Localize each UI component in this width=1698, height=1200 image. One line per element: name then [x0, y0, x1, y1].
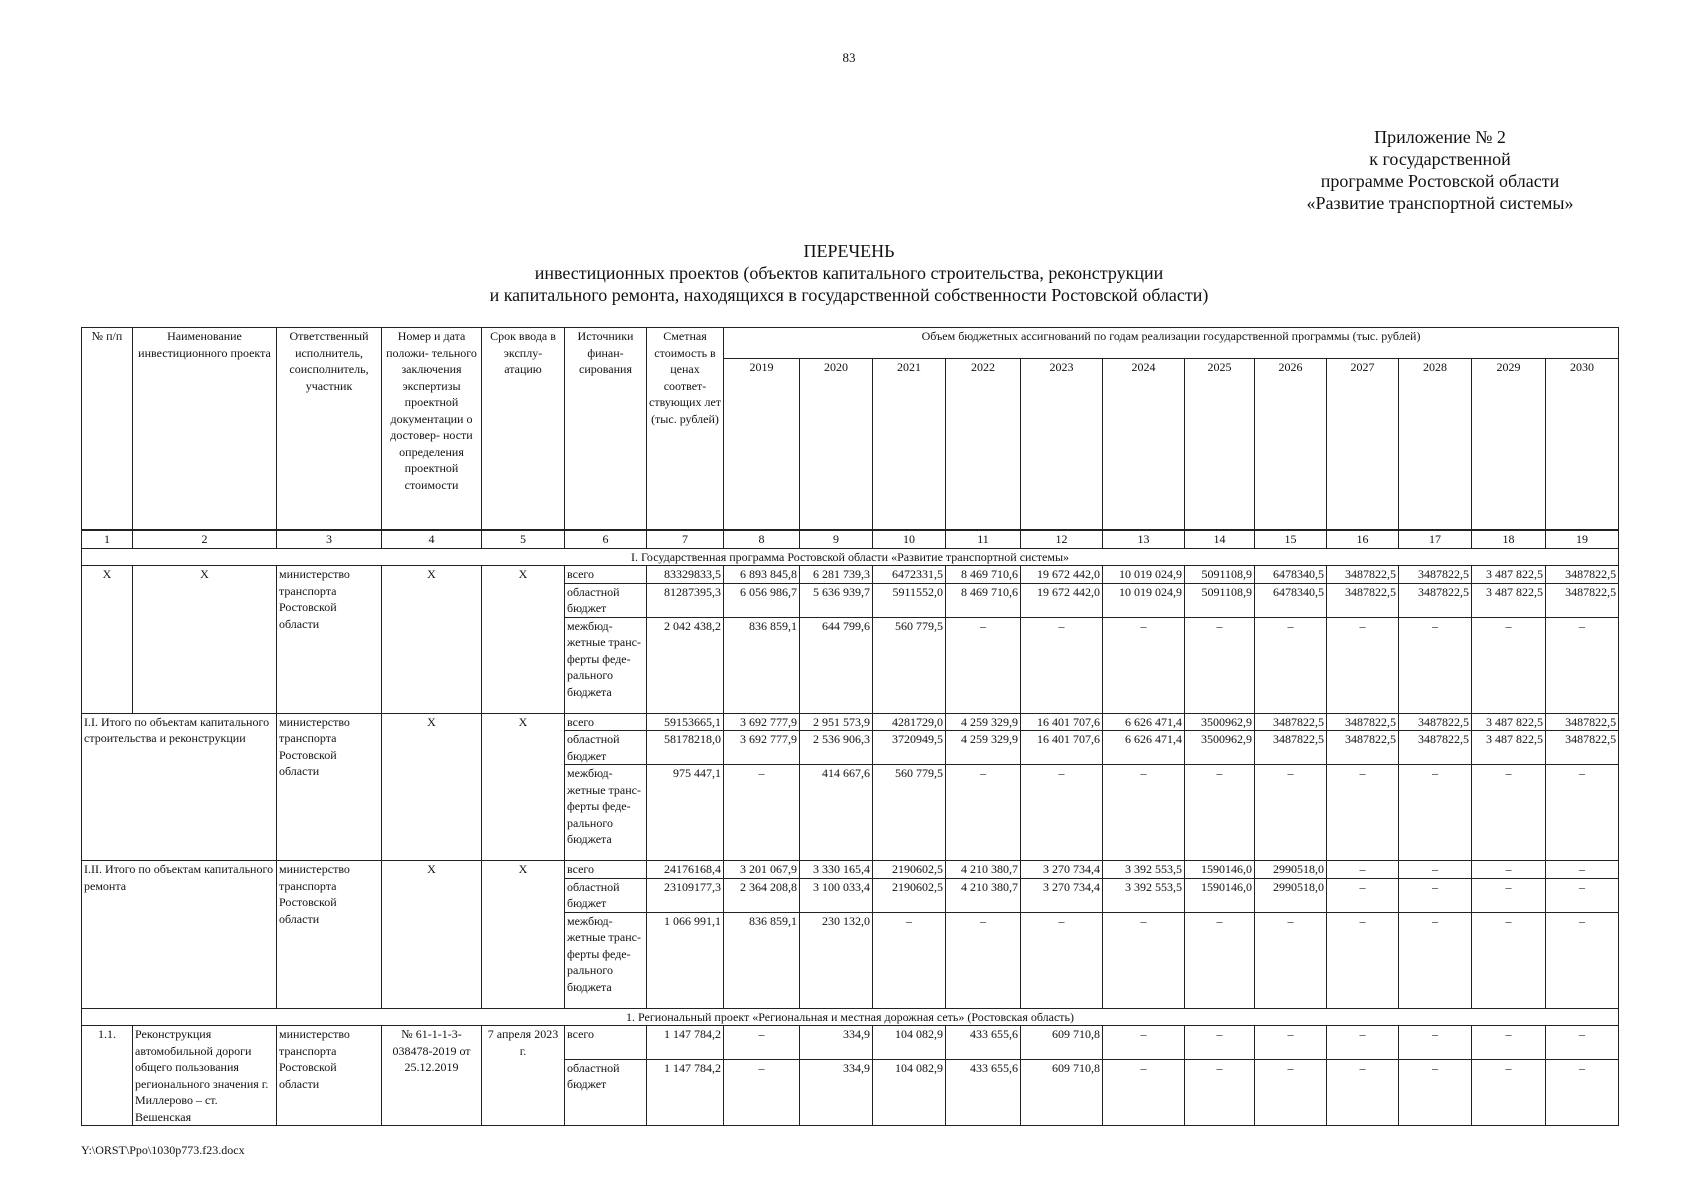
project-number: X [82, 566, 133, 714]
budget-value: – [724, 1026, 800, 1060]
budget-value: – [1472, 861, 1546, 879]
budget-value: – [1255, 1059, 1327, 1125]
budget-value: – [1103, 1059, 1185, 1125]
budget-value: – [1399, 765, 1472, 861]
commissioning-term: X [482, 566, 565, 714]
funding-source: всего [565, 713, 647, 731]
budget-value: 3 487 822,5 [1472, 713, 1546, 731]
commissioning-term: X [482, 861, 565, 1009]
budget-value: – [1185, 617, 1255, 713]
funding-source: межбюд- жетные транс- ферты феде- рального бюджета [565, 912, 647, 1008]
budget-value: – [1103, 617, 1185, 713]
budget-value: – [1185, 765, 1255, 861]
budget-value: 16 401 707,6 [1021, 713, 1103, 731]
budget-value: – [724, 1059, 800, 1125]
header-name: Наименование инвестиционного проекта [133, 328, 277, 531]
budget-value: 3500962,9 [1185, 731, 1255, 765]
file-path-footer: Y:\ORST\Ppo\1030p773.f23.docx [81, 1143, 245, 1157]
column-number: 18 [1472, 530, 1546, 548]
title-line: ПЕРЕЧЕНЬ [803, 241, 895, 261]
budget-value: 6 893 845,8 [724, 566, 800, 584]
budget-value: 836 859,1 [724, 617, 800, 713]
estimated-cost: 24176168,4 [647, 861, 724, 879]
budget-value: 609 710,8 [1021, 1059, 1103, 1125]
budget-value: – [1546, 1059, 1619, 1125]
header-year: 2024 [1103, 359, 1185, 531]
budget-value: – [1546, 1026, 1619, 1060]
funding-source: межбюд- жетные транс- ферты феде- рального бюджета [565, 617, 647, 713]
estimated-cost: 1 147 784,2 [647, 1059, 724, 1125]
budget-value: 3 270 734,4 [1021, 878, 1103, 912]
funding-source: всего [565, 861, 647, 879]
budget-value: 5091108,9 [1185, 583, 1255, 617]
budget-value: 2 536 906,3 [800, 731, 873, 765]
funding-source: областной бюджет [565, 583, 647, 617]
project-name: X [133, 566, 277, 714]
appendix-line: «Развитие транспортной системы» [1306, 193, 1574, 213]
funding-source: областной бюджет [565, 878, 647, 912]
column-number: 19 [1546, 530, 1619, 548]
header-year: 2029 [1472, 359, 1546, 531]
budget-value: 4 259 329,9 [946, 713, 1021, 731]
expertise-conclusion: X [382, 566, 482, 714]
column-number: 7 [647, 530, 724, 548]
header-cost: Сметная стоимость в ценах соответ- ствующих лет (тыс. рублей) [647, 328, 724, 531]
page-number: 83 [842, 50, 856, 65]
budget-value: 2 951 573,9 [800, 713, 873, 731]
expertise-conclusion: X [382, 713, 482, 861]
budget-value: 3 270 734,4 [1021, 861, 1103, 879]
column-number: 2 [133, 530, 277, 548]
column-number: 9 [800, 530, 873, 548]
budget-value: – [1472, 912, 1546, 1008]
budget-value: 3 330 165,4 [800, 861, 873, 879]
title-line: и капитального ремонта, находящихся в государственной собственности Ростовской области) [489, 285, 1209, 305]
budget-value: 836 859,1 [724, 912, 800, 1008]
budget-value: 8 469 710,6 [946, 583, 1021, 617]
header-year: 2021 [873, 359, 946, 531]
budget-value: 3487822,5 [1546, 566, 1619, 584]
column-number: 17 [1399, 530, 1472, 548]
budget-value: 4281729,0 [873, 713, 946, 731]
budget-value: 4 210 380,7 [946, 861, 1021, 879]
budget-value: 5 636 939,7 [800, 583, 873, 617]
budget-value: – [1399, 861, 1472, 879]
budget-value: 104 082,9 [873, 1059, 946, 1125]
budget-value: 10 019 024,9 [1103, 566, 1185, 584]
budget-value: 3487822,5 [1327, 566, 1399, 584]
budget-value: 3720949,5 [873, 731, 946, 765]
responsible-executor: министерство транспорта Ростовской области [277, 1026, 382, 1126]
column-number: 14 [1185, 530, 1255, 548]
budget-value: 5911552,0 [873, 583, 946, 617]
budget-value: – [1472, 617, 1546, 713]
header-year: 2020 [800, 359, 873, 531]
budget-value: 414 667,6 [800, 765, 873, 861]
budget-value: 2190602,5 [873, 861, 946, 879]
budget-value: 3487822,5 [1327, 713, 1399, 731]
budget-value: – [1255, 617, 1327, 713]
budget-value: – [1399, 912, 1472, 1008]
budget-value: 644 799,6 [800, 617, 873, 713]
budget-value: – [946, 912, 1021, 1008]
funding-source: всего [565, 566, 647, 584]
budget-value: 6472331,5 [873, 566, 946, 584]
header-responsible: Ответственный исполнитель, соисполнитель, участник [277, 328, 382, 531]
budget-value: 3487822,5 [1327, 731, 1399, 765]
budget-value: 5091108,9 [1185, 566, 1255, 584]
budget-value: 3487822,5 [1327, 583, 1399, 617]
budget-value: 6478340,5 [1255, 566, 1327, 584]
section-heading: 1. Региональный проект «Региональная и местная дорожная сеть» (Ростовская область) [82, 1008, 1619, 1026]
budget-value: – [946, 617, 1021, 713]
budget-value: – [1546, 861, 1619, 879]
header-year: 2026 [1255, 359, 1327, 531]
budget-value: – [1327, 878, 1399, 912]
budget-value: 3487822,5 [1546, 583, 1619, 617]
budget-value: – [1327, 1059, 1399, 1125]
header-source: Источники финан- сирования [565, 328, 647, 531]
estimated-cost: 1 147 784,2 [647, 1026, 724, 1060]
budget-value: 3 392 553,5 [1103, 878, 1185, 912]
budget-value: – [1472, 878, 1546, 912]
header-term: Срок ввода в эксплу- атацию [482, 328, 565, 531]
budget-value: 104 082,9 [873, 1026, 946, 1060]
budget-value: – [1399, 1059, 1472, 1125]
budget-value: – [1327, 912, 1399, 1008]
budget-value: 6 056 986,7 [724, 583, 800, 617]
header-budget-group: Объем бюджетных ассигнований по годам реализации государственной программы (тыс. рублей) [724, 328, 1619, 359]
budget-value: 19 672 442,0 [1021, 583, 1103, 617]
budget-value: 16 401 707,6 [1021, 731, 1103, 765]
budget-value: – [1546, 617, 1619, 713]
header-year: 2023 [1021, 359, 1103, 531]
responsible-executor: министерство транспорта Ростовской области [277, 566, 382, 714]
budget-value: – [1546, 912, 1619, 1008]
funding-source: областной бюджет [565, 731, 647, 765]
budget-value: 3487822,5 [1399, 566, 1472, 584]
budget-value: 3487822,5 [1399, 731, 1472, 765]
budget-value: 2990518,0 [1255, 878, 1327, 912]
section-heading: I. Государственная программа Ростовской области «Развитие транспортной системы» [82, 548, 1619, 566]
commissioning-term: 7 апреля 2023 г. [482, 1026, 565, 1126]
budget-value: 3487822,5 [1399, 713, 1472, 731]
budget-value: 3487822,5 [1546, 713, 1619, 731]
budget-value: 609 710,8 [1021, 1026, 1103, 1060]
budget-value: – [1185, 912, 1255, 1008]
header-year: 2028 [1399, 359, 1472, 531]
budget-value: 4 259 329,9 [946, 731, 1021, 765]
budget-value: 6478340,5 [1255, 583, 1327, 617]
appendix-line: к государственной [1369, 149, 1511, 169]
column-number: 13 [1103, 530, 1185, 548]
project-name: Реконструкция автомобильной дороги общего пользования регионального значения г. Миллерово – ст. Вешенская [133, 1026, 277, 1126]
budget-value: 3 100 033,4 [800, 878, 873, 912]
appendix-line: программе Ростовской области [1320, 171, 1560, 191]
column-number: 4 [382, 530, 482, 548]
column-number: 8 [724, 530, 800, 548]
budget-value: – [1255, 1026, 1327, 1060]
budget-value: – [1327, 617, 1399, 713]
expertise-conclusion: № 61-1-1-3-038478-2019 от 25.12.2019 [382, 1026, 482, 1126]
budget-value: 3 201 067,9 [724, 861, 800, 879]
budget-value: 3 487 822,5 [1472, 731, 1546, 765]
responsible-executor: министерство транспорта Ростовской области [277, 713, 382, 861]
header-year: 2019 [724, 359, 800, 531]
responsible-executor: министерство транспорта Ростовской области [277, 861, 382, 1009]
budget-value: 3500962,9 [1185, 713, 1255, 731]
header-year: 2022 [946, 359, 1021, 531]
column-number: 5 [482, 530, 565, 548]
column-number: 3 [277, 530, 382, 548]
budget-value: – [1103, 765, 1185, 861]
budget-value: 3487822,5 [1255, 713, 1327, 731]
header-num: № п/п [82, 328, 133, 531]
budget-value: 3 692 777,9 [724, 713, 800, 731]
budget-value: – [1021, 617, 1103, 713]
project-name: I.II. Итого по объектам капитального ремонта [82, 861, 277, 1009]
budget-value: 3487822,5 [1255, 731, 1327, 765]
header-year: 2030 [1546, 359, 1619, 531]
estimated-cost: 81287395,3 [647, 583, 724, 617]
appendix-header [1300, 126, 1580, 214]
title-line: инвестиционных проектов (объектов капитального строительства, реконструкции [534, 263, 1164, 283]
budget-value: 230 132,0 [800, 912, 873, 1008]
column-number: 10 [873, 530, 946, 548]
budget-value: 433 655,6 [946, 1026, 1021, 1060]
budget-value: 3 692 777,9 [724, 731, 800, 765]
budget-value: – [1399, 617, 1472, 713]
budget-value: 2190602,5 [873, 878, 946, 912]
budget-value: 3 392 553,5 [1103, 861, 1185, 879]
column-number: 11 [946, 530, 1021, 548]
budget-value: 19 672 442,0 [1021, 566, 1103, 584]
funding-source: областной бюджет [565, 1059, 647, 1125]
budget-value: – [1399, 878, 1472, 912]
column-number: 16 [1327, 530, 1399, 548]
budget-value: 2 364 208,8 [724, 878, 800, 912]
funding-source: всего [565, 1026, 647, 1060]
budget-value: – [1472, 765, 1546, 861]
budget-value: 3487822,5 [1546, 731, 1619, 765]
header-expertise: Номер и дата положи- тельного заключения экспертизы проектной документации о достовер- ности определения проектной стоимости [382, 328, 482, 531]
budget-value: – [1021, 765, 1103, 861]
budget-value: – [1255, 912, 1327, 1008]
budget-value: 3487822,5 [1399, 583, 1472, 617]
budget-value: 3 487 822,5 [1472, 583, 1546, 617]
budget-value: 4 210 380,7 [946, 878, 1021, 912]
budget-value: 2990518,0 [1255, 861, 1327, 879]
budget-value: 1590146,0 [1185, 861, 1255, 879]
budget-value: – [1546, 765, 1619, 861]
budget-value: – [1546, 878, 1619, 912]
budget-value: – [1399, 1026, 1472, 1060]
budget-value: 10 019 024,9 [1103, 583, 1185, 617]
column-number: 1 [82, 530, 133, 548]
budget-value: 6 281 739,3 [800, 566, 873, 584]
budget-value: 8 469 710,6 [946, 566, 1021, 584]
budget-value: 560 779,5 [873, 765, 946, 861]
estimated-cost: 58178218,0 [647, 731, 724, 765]
budget-value: 560 779,5 [873, 617, 946, 713]
appendix-line: Приложение № 2 [1374, 127, 1506, 147]
estimated-cost: 1 066 991,1 [647, 912, 724, 1008]
header-year: 2025 [1185, 359, 1255, 531]
estimated-cost: 83329833,5 [647, 566, 724, 584]
estimated-cost: 975 447,1 [647, 765, 724, 861]
budget-value: – [1472, 1059, 1546, 1125]
budget-value: 433 655,6 [946, 1059, 1021, 1125]
budget-value: – [1327, 1026, 1399, 1060]
budget-value: – [1327, 861, 1399, 879]
budget-value: – [946, 765, 1021, 861]
budget-value: – [873, 912, 946, 1008]
budget-value: 1590146,0 [1185, 878, 1255, 912]
funding-source: межбюд- жетные транс- ферты феде- рального бюджета [565, 765, 647, 861]
investment-projects-table [81, 327, 1619, 1126]
header-year: 2027 [1327, 359, 1399, 531]
estimated-cost: 59153665,1 [647, 713, 724, 731]
budget-value: 6 626 471,4 [1103, 731, 1185, 765]
document-title [0, 240, 1698, 306]
column-number: 12 [1021, 530, 1103, 548]
budget-value: – [1472, 1026, 1546, 1060]
budget-value: – [1185, 1026, 1255, 1060]
budget-value: 3 487 822,5 [1472, 566, 1546, 584]
budget-value: – [724, 765, 800, 861]
budget-value: – [1103, 912, 1185, 1008]
budget-value: – [1021, 912, 1103, 1008]
budget-value: – [1103, 1026, 1185, 1060]
budget-value: – [1255, 765, 1327, 861]
expertise-conclusion: X [382, 861, 482, 1009]
budget-value: – [1185, 1059, 1255, 1125]
project-number: 1.1. [82, 1026, 133, 1126]
project-name: I.I. Итого по объектам капитального строительства и реконструкции [82, 713, 277, 861]
commissioning-term: X [482, 713, 565, 861]
estimated-cost: 2 042 438,2 [647, 617, 724, 713]
budget-value: – [1327, 765, 1399, 861]
estimated-cost: 23109177,3 [647, 878, 724, 912]
column-number: 6 [565, 530, 647, 548]
budget-value: 334,9 [800, 1026, 873, 1060]
budget-value: 6 626 471,4 [1103, 713, 1185, 731]
column-number: 15 [1255, 530, 1327, 548]
budget-value: 334,9 [800, 1059, 873, 1125]
